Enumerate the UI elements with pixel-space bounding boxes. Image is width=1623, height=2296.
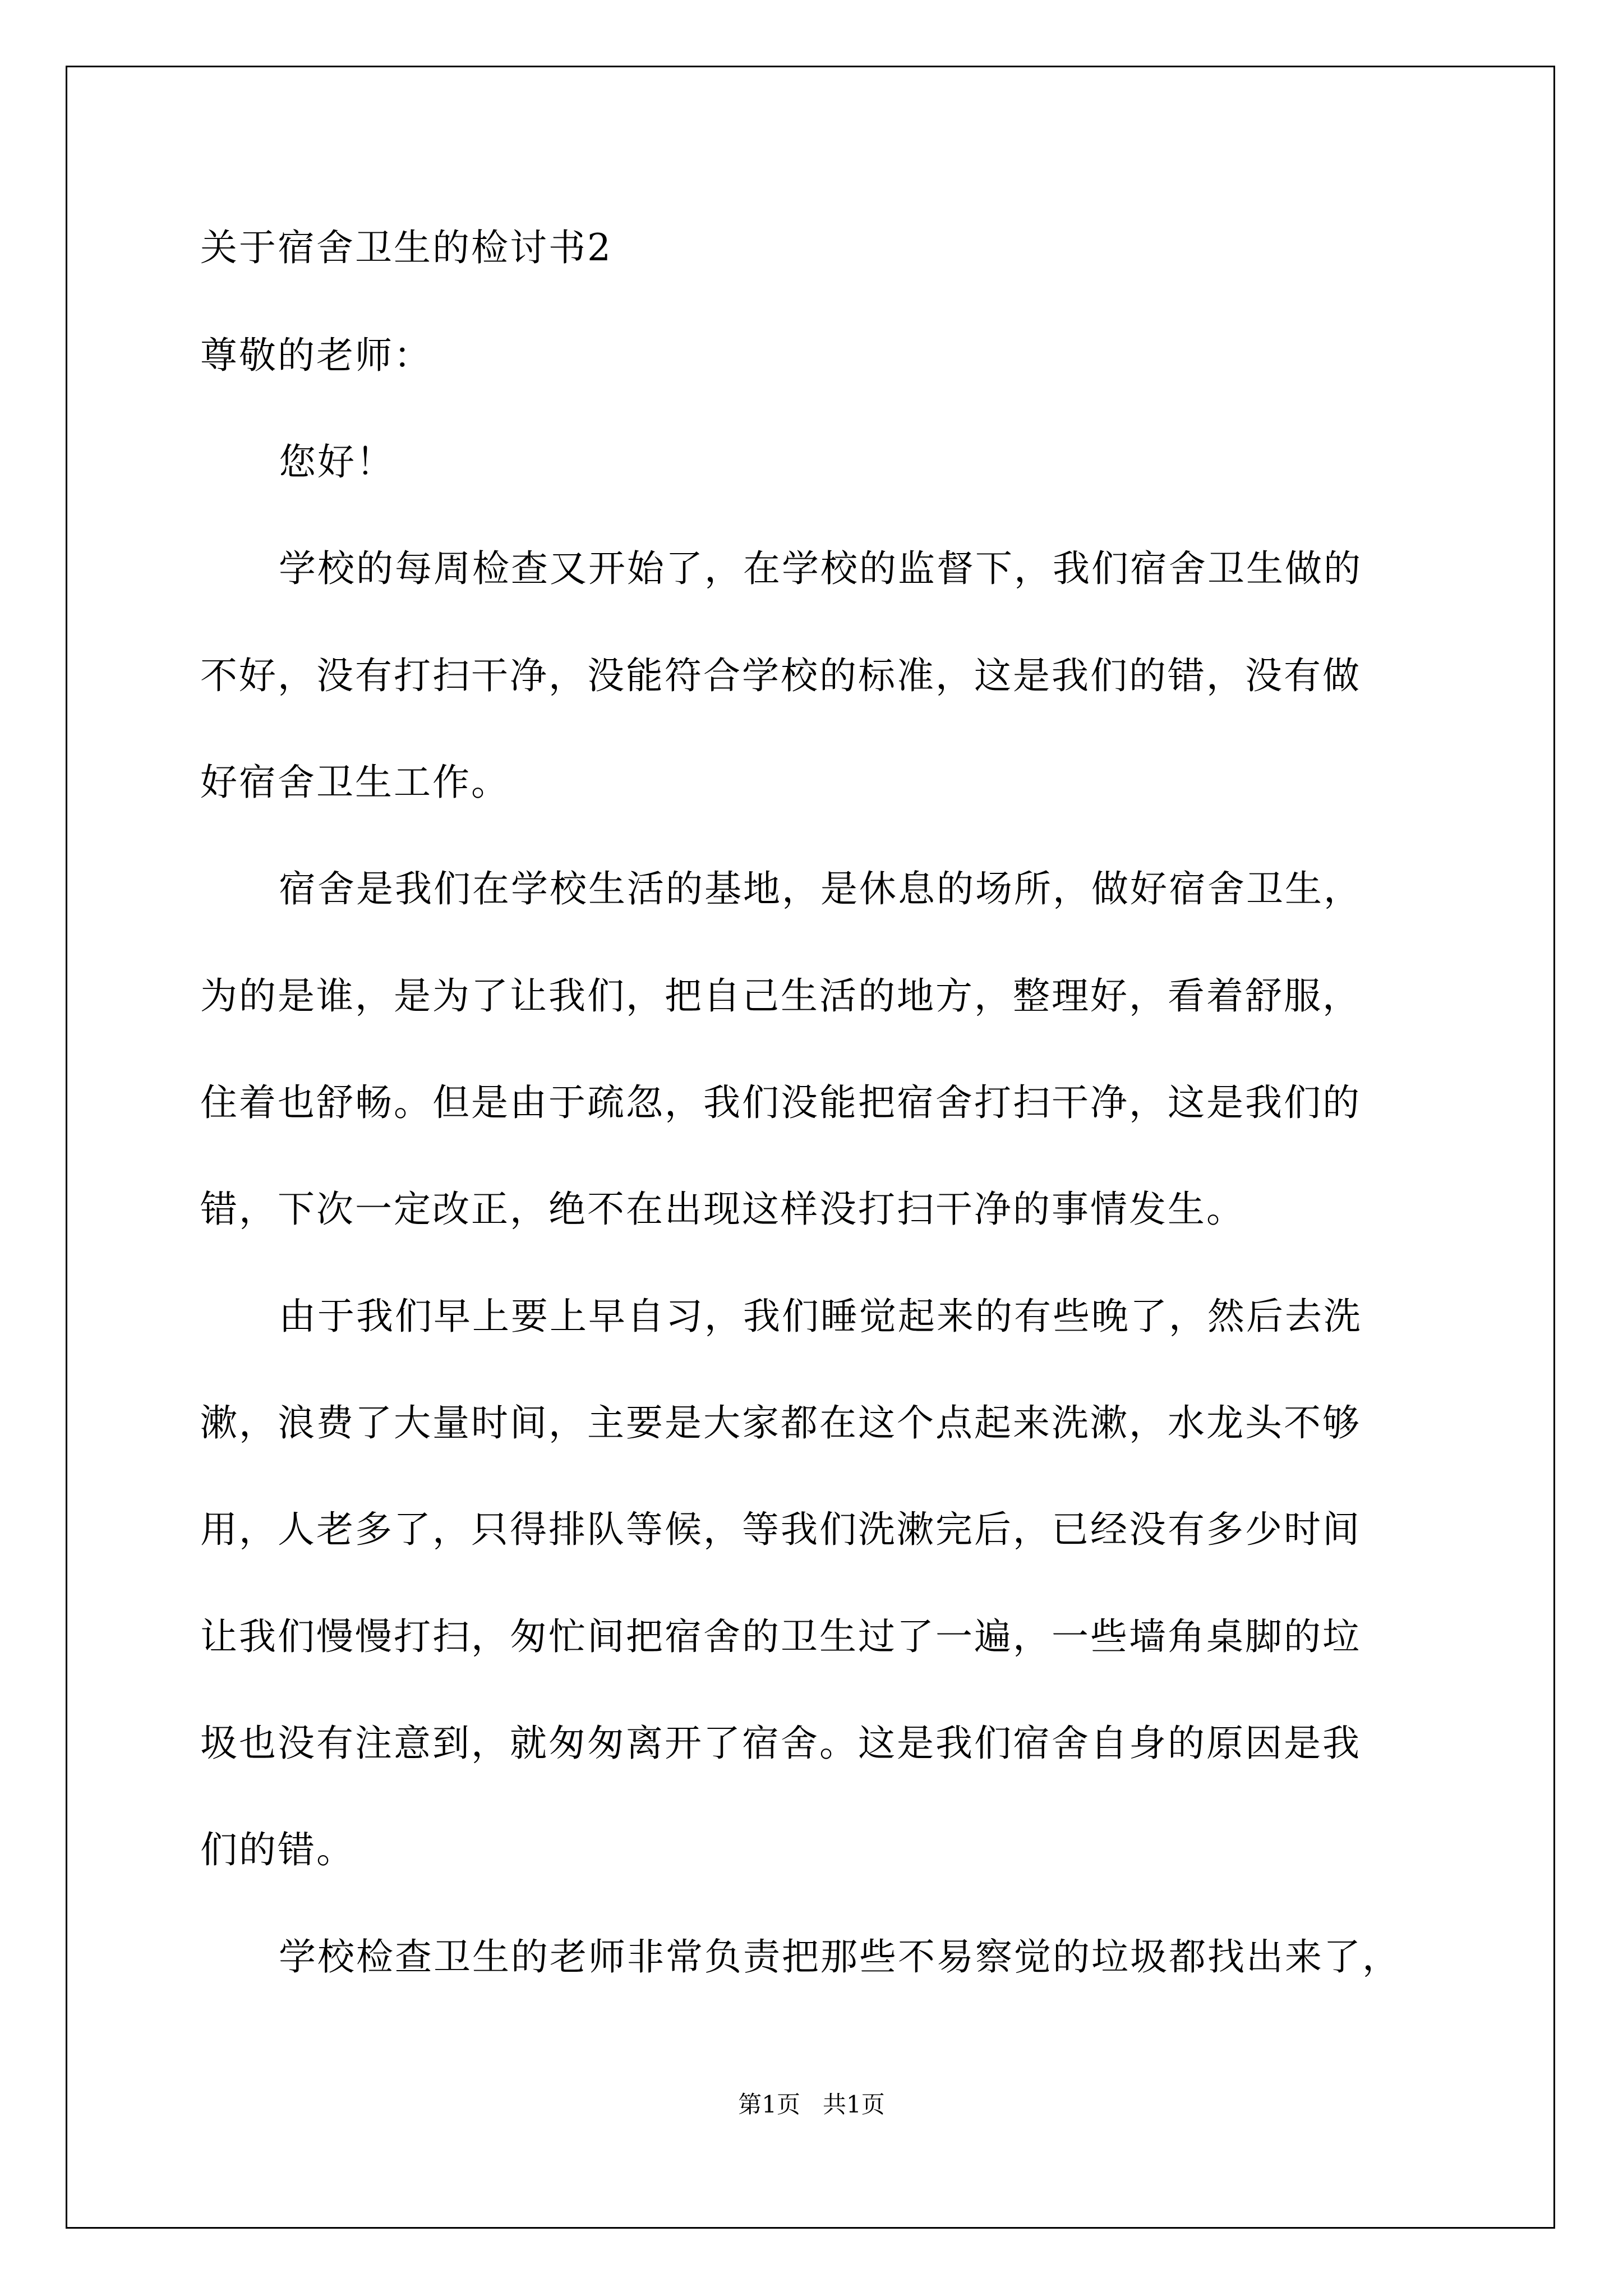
body-line: 为的是谁，是为了让我们，把自己生活的地方，整理好，看着舒服， xyxy=(200,974,1361,1018)
body-line: 用，人老多了，只得排队等候，等我们洗漱完后，已经没有多少时间 xyxy=(200,1508,1361,1551)
body-line: 学校的每周检查又开始了，在学校的监督下，我们宿舍卫生做的 xyxy=(279,547,1362,590)
body-line: 不好，没有打扫干净，没能符合学校的标准，这是我们的错，没有做 xyxy=(200,654,1361,697)
body-line: 住着也舒畅。但是由于疏忽，我们没能把宿舍打扫干净，这是我们的 xyxy=(200,1081,1361,1124)
body-line: 由于我们早上要上早自习，我们睡觉起来的有些晚了，然后去洗 xyxy=(279,1295,1362,1338)
body-line: 让我们慢慢打扫，匆忙间把宿舍的卫生过了一遍，一些墙角桌脚的垃 xyxy=(200,1615,1361,1658)
body-line: 漱，浪费了大量时间，主要是大家都在这个点起来洗漱，水龙头不够 xyxy=(200,1401,1361,1444)
body-line: 们的错。 xyxy=(200,1828,355,1871)
body-line: 好宿舍卫生工作。 xyxy=(200,761,510,804)
document-title: 关于宿舍卫生的检讨书2 xyxy=(200,226,612,269)
salutation: 尊敬的老师： xyxy=(200,334,432,377)
body-line: 圾也没有注意到，就匆匆离开了宿舍。这是我们宿舍自身的原因是我 xyxy=(200,1722,1361,1765)
body-line: 宿舍是我们在学校生活的基地，是休息的场所，做好宿舍卫生， xyxy=(279,867,1362,910)
body-line: 错，下次一定改正，绝不在出现这样没打扫干净的事情发生。 xyxy=(200,1188,1245,1231)
body-line: 学校检查卫生的老师非常负责把那些不易察觉的垃圾都找出来了， xyxy=(279,1935,1401,1978)
greeting: 您好！ xyxy=(279,440,395,484)
page-border xyxy=(66,66,1555,2229)
page-number-footer: 第1页 共1页 xyxy=(738,2091,885,2118)
